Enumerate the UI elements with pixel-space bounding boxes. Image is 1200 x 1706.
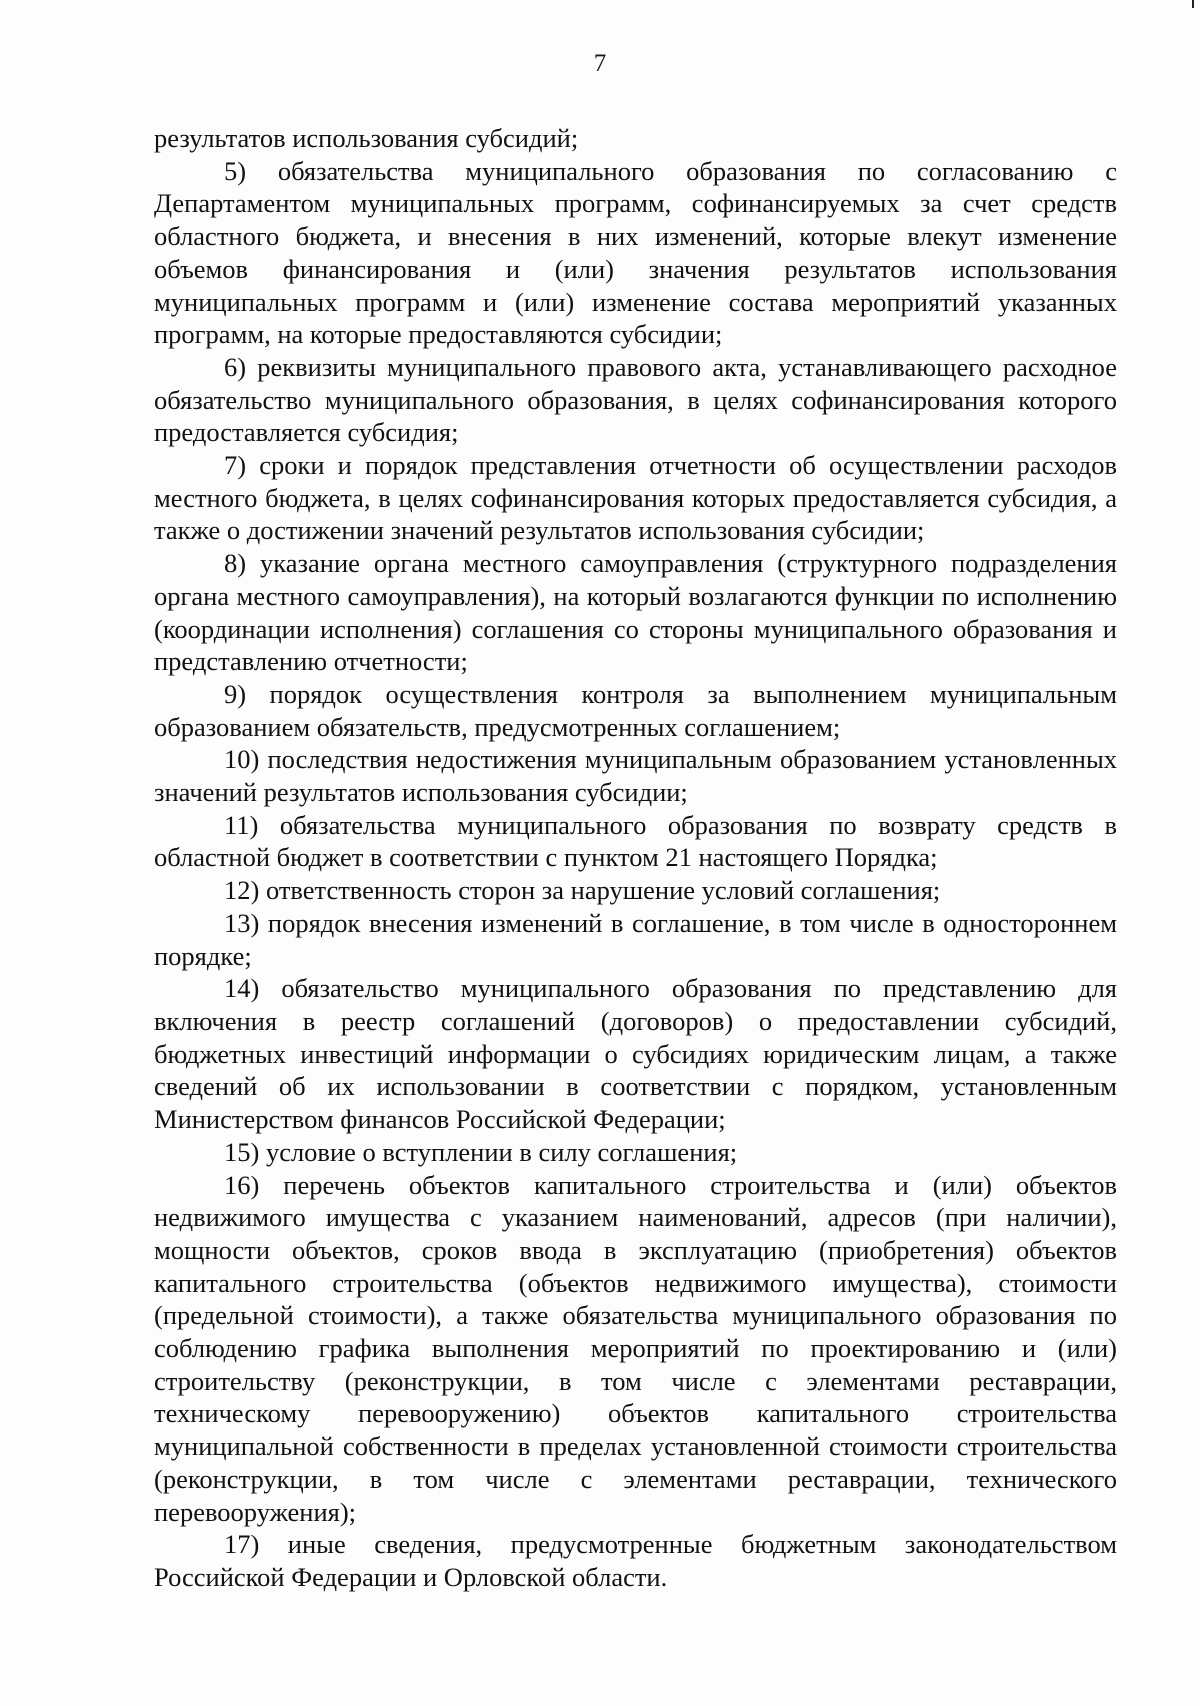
paragraph-continuation: результатов использования субсидий; bbox=[154, 123, 579, 153]
document-body bbox=[154, 122, 1117, 1594]
paragraph-item-5: 5) обязательства муниципального образования по согласованию с Департаментом муниципальных программ, софинансируемых за счет средств областного бюджета, и внесения в них изменений, которые влекут изменение объемов финансирования и (или) значения результатов использования муниципальных программ и (или) изменение состава мероприятий указанных программ, на которые предоставляются субсидии; bbox=[154, 155, 1117, 350]
paragraph-item-14: 14) обязательство муниципального образования по представлению для включения в реестр соглашений (договоров) о предоставлении субсидий, бюджетных инвестиций информации о субсидиях юридическим лицам, а также сведений об их использовании в соответствии с порядком, установленным Министерством финансов Российской Федерации; bbox=[154, 973, 1117, 1135]
paragraph-item-6: 6) реквизиты муниципального правового акта, устанавливающего расходное обязательство муниципального образования, в целях софинансирования которого предоставляется субсидия; bbox=[154, 351, 1117, 448]
paragraph-item-11: 11) обязательства муниципального образования по возврату средств в областной бюджет в соответствии с пунктом 21 настоящего Порядка; bbox=[154, 809, 1117, 873]
paragraph-item-17: 17) иные сведения, предусмотренные бюджетным законодательством Российской Федерации и Орловской области. bbox=[154, 1529, 1117, 1592]
paragraph-item-16: 16) перечень объектов капитального строительства и (или) объектов недвижимого имущества с указанием наименований, адресов (при наличии), мощности объектов, сроков ввода в эксплуатацию (приобретения) объектов капитального строительства (объектов недвижимого имущества), стоимости (предельной стоимости), а также обязательства муниципального образования по соблюдению графика выполнения мероприятий по проектированию и (или) строительству (реконструкции, в том числе с элементами реставрации, техническому перевооружению) объектов капитального строительства муниципальной собственности в пределах установленной стоимости строительства (реконструкции, в том числе с элементами реставрации, технического перевооружения); bbox=[154, 1169, 1117, 1527]
paragraph-item-12: 12) ответственность сторон за нарушение условий соглашения; bbox=[224, 875, 941, 906]
paragraph-item-9: 9) порядок осуществления контроля за выполнением муниципальным образованием обязательств, предусмотренных соглашением; bbox=[154, 678, 1117, 742]
page-number: 7 bbox=[593, 50, 607, 77]
paragraph-item-13: 13) порядок внесения изменений в соглашение, в том числе в одностороннем порядке; bbox=[154, 907, 1117, 971]
paragraph-item-10: 10) последствия недостижения муниципальным образованием установленных значений результатов использования субсидии; bbox=[154, 744, 1117, 808]
paragraph-item-7: 7) сроки и порядок представления отчетности об осуществлении расходов местного бюджета, в целях софинансирования которых предоставляется субсидия, а также о достижении значений результатов использования субсидии; bbox=[154, 450, 1117, 546]
paragraph-item-15: 15) условие о вступлении в силу соглашения; bbox=[224, 1136, 738, 1167]
paragraph-item-8: 8) указание органа местного самоуправления (структурного подразделения органа местного самоуправления), на который возлагаются функции по исполнению (координации исполнения) соглашения со стороны муниципального образования и представлению отчетности; bbox=[154, 548, 1117, 677]
scan-edge-mark bbox=[1192, 0, 1194, 8]
